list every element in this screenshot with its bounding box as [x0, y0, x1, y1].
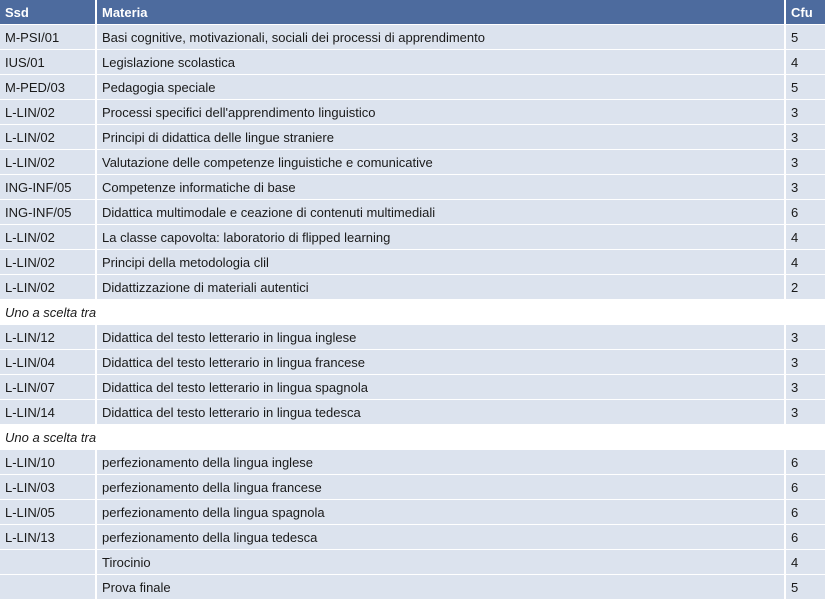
table-row [0, 75, 825, 100]
cell-ssd: IUS/01 [0, 50, 97, 75]
cell-cfu: 6 [786, 200, 825, 225]
cell-cfu: 3 [786, 350, 825, 375]
cell-ssd: ING-INF/05 [0, 200, 97, 225]
table-row [0, 175, 825, 200]
cell-cfu: 4 [786, 250, 825, 275]
cell-cfu: 6 [786, 475, 825, 500]
cell-materia: Tirocinio [97, 550, 786, 575]
table-row [0, 500, 825, 525]
cell-cfu: 3 [786, 175, 825, 200]
cell-cfu: 3 [786, 400, 825, 425]
cell-materia: Processi specifici dell'apprendimento linguistico [97, 100, 786, 125]
table-row [0, 525, 825, 550]
table-row [0, 25, 825, 50]
table-row [0, 400, 825, 425]
cell-ssd: L-LIN/03 [0, 475, 97, 500]
cell-ssd: M-PED/03 [0, 75, 97, 100]
cell-ssd: L-LIN/05 [0, 500, 97, 525]
cell-cfu: 3 [786, 375, 825, 400]
group-heading-row [0, 300, 825, 325]
table-row [0, 225, 825, 250]
table-row [0, 450, 825, 475]
cell-materia: Didattizzazione di materiali autentici [97, 275, 786, 300]
cell-materia: Basi cognitive, motivazionali, sociali dei processi di apprendimento [97, 25, 786, 50]
table-header [0, 0, 825, 25]
table-row [0, 575, 825, 600]
table-row [0, 375, 825, 400]
group-heading-row [0, 425, 825, 450]
cell-ssd: ING-INF/05 [0, 175, 97, 200]
cell-ssd: L-LIN/10 [0, 450, 97, 475]
cell-ssd: L-LIN/02 [0, 100, 97, 125]
table-row [0, 550, 825, 575]
table-row [0, 150, 825, 175]
cell-materia: Didattica del testo letterario in lingua spagnola [97, 375, 786, 400]
cell-materia: Principi di didattica delle lingue straniere [97, 125, 786, 150]
cell-ssd: L-LIN/02 [0, 225, 97, 250]
table-row [0, 200, 825, 225]
cell-materia: La classe capovolta: laboratorio di flipped learning [97, 225, 786, 250]
table-row [0, 50, 825, 75]
cell-ssd: L-LIN/02 [0, 275, 97, 300]
cell-cfu: 5 [786, 575, 825, 600]
cell-materia: perfezionamento della lingua tedesca [97, 525, 786, 550]
cell-cfu: 2 [786, 275, 825, 300]
cell-materia: Principi della metodologia clil [97, 250, 786, 275]
cell-materia: perfezionamento della lingua inglese [97, 450, 786, 475]
cell-ssd: L-LIN/13 [0, 525, 97, 550]
cell-ssd: L-LIN/14 [0, 400, 97, 425]
table-body [0, 25, 825, 600]
cell-materia: Prova finale [97, 575, 786, 600]
cell-cfu: 4 [786, 50, 825, 75]
cell-materia: Valutazione delle competenze linguistiche e comunicative [97, 150, 786, 175]
cell-materia: perfezionamento della lingua spagnola [97, 500, 786, 525]
cell-cfu: 6 [786, 500, 825, 525]
cell-cfu: 4 [786, 550, 825, 575]
cell-materia: Pedagogia speciale [97, 75, 786, 100]
cell-cfu: 3 [786, 150, 825, 175]
table-row [0, 250, 825, 275]
table-row [0, 100, 825, 125]
cell-ssd: L-LIN/02 [0, 125, 97, 150]
cell-materia: Didattica multimodale e ceazione di contenuti multimediali [97, 200, 786, 225]
header-cfu: Cfu [786, 0, 825, 25]
cell-ssd: L-LIN/02 [0, 250, 97, 275]
table-row [0, 125, 825, 150]
cell-ssd: M-PSI/01 [0, 25, 97, 50]
group-heading: Uno a scelta tra [0, 425, 825, 450]
cell-ssd [0, 550, 97, 575]
table-row [0, 275, 825, 300]
cell-cfu: 5 [786, 75, 825, 100]
cell-cfu: 6 [786, 450, 825, 475]
cell-materia: perfezionamento della lingua francese [97, 475, 786, 500]
table-row [0, 325, 825, 350]
cell-cfu: 5 [786, 25, 825, 50]
cell-ssd [0, 575, 97, 600]
cell-materia: Didattica del testo letterario in lingua tedesca [97, 400, 786, 425]
cell-cfu: 4 [786, 225, 825, 250]
cell-ssd: L-LIN/12 [0, 325, 97, 350]
cell-materia: Didattica del testo letterario in lingua inglese [97, 325, 786, 350]
cell-materia: Legislazione scolastica [97, 50, 786, 75]
header-ssd: Ssd [0, 0, 97, 25]
group-heading: Uno a scelta tra [0, 300, 825, 325]
cell-materia: Competenze informatiche di base [97, 175, 786, 200]
cell-materia: Didattica del testo letterario in lingua francese [97, 350, 786, 375]
table-row [0, 350, 825, 375]
cell-cfu: 3 [786, 125, 825, 150]
cell-cfu: 6 [786, 525, 825, 550]
cell-ssd: L-LIN/02 [0, 150, 97, 175]
table-row [0, 475, 825, 500]
cell-cfu: 3 [786, 100, 825, 125]
cell-ssd: L-LIN/04 [0, 350, 97, 375]
cell-ssd: L-LIN/07 [0, 375, 97, 400]
header-materia: Materia [97, 0, 786, 25]
cell-cfu: 3 [786, 325, 825, 350]
header-row [0, 0, 825, 25]
